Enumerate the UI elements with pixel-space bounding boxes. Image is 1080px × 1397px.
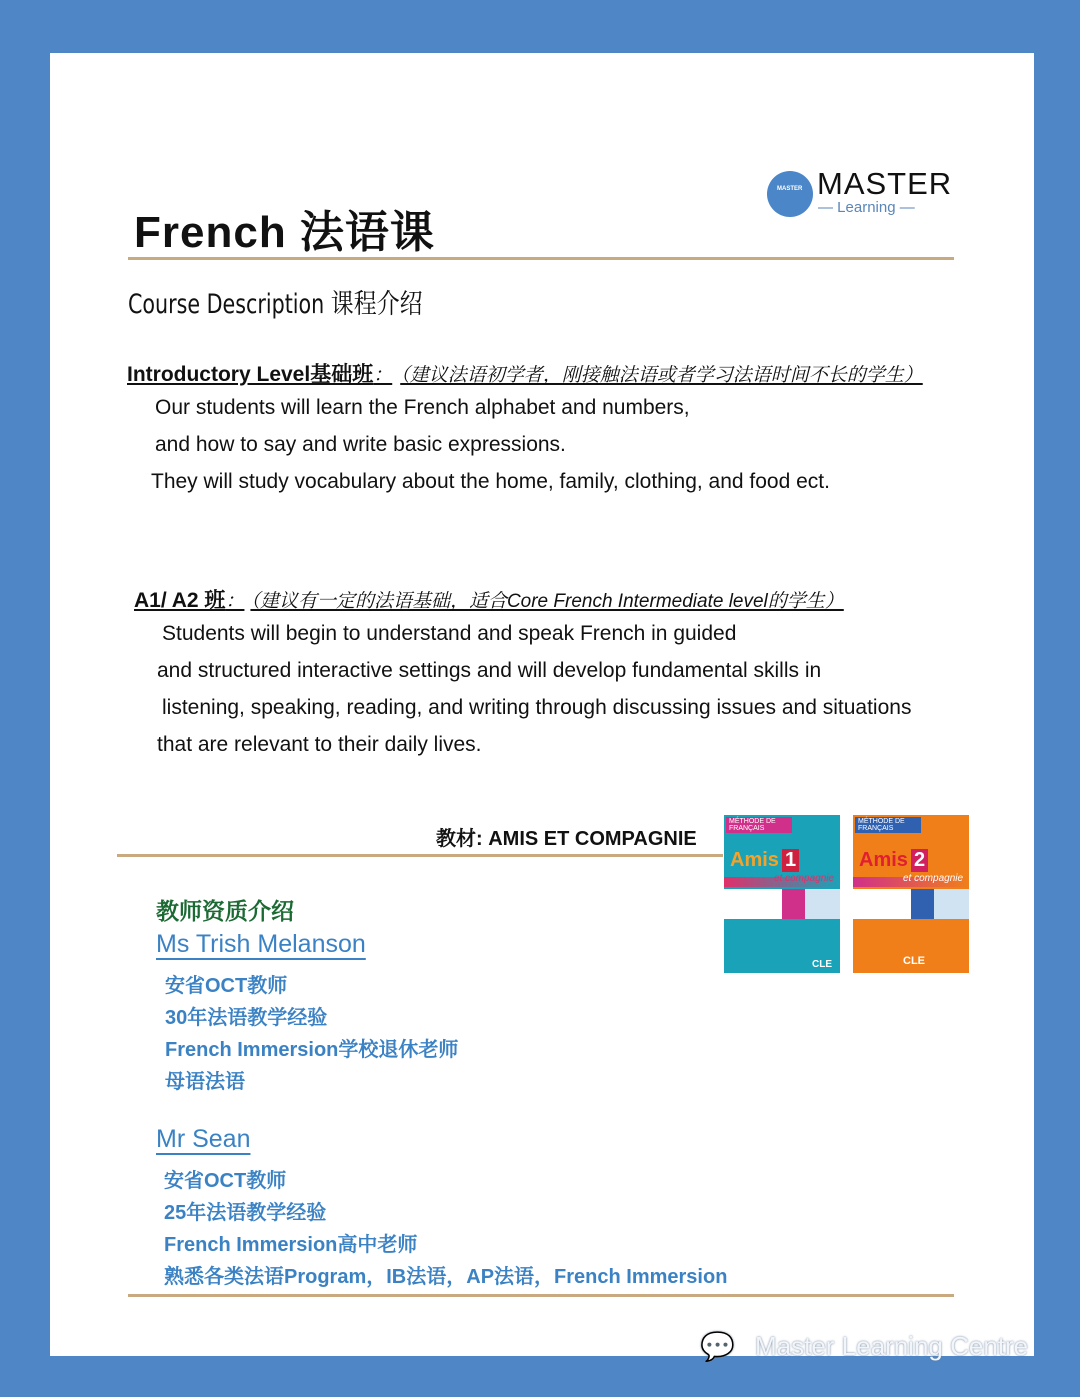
- divider: [128, 257, 954, 260]
- teacher-detail: 安省OCT教师: [165, 975, 288, 997]
- divider: [128, 1294, 954, 1297]
- level-text: Students will begin to understand and speak French in guided: [162, 622, 737, 645]
- level-heading-a1a2: [134, 584, 844, 614]
- section-title: Course Description 课程介绍: [128, 289, 423, 320]
- teacher-detail: French Immersion学校退休老师: [165, 1039, 459, 1061]
- textbook-label: 教材: AMIS ET COMPAGNIE: [436, 828, 697, 850]
- level-heading-intro: [127, 358, 923, 388]
- book-photos: [853, 889, 969, 919]
- watermark: Master Learning Centre: [755, 1331, 1029, 1361]
- level-name: Introductory Level基础班: [127, 363, 374, 386]
- logo-sub: — Learning —: [818, 199, 915, 216]
- level-text: Our students will learn the French alphabet and numbers,: [155, 396, 690, 419]
- book-number: 2: [911, 849, 928, 872]
- divider: [117, 854, 723, 857]
- logo-sub-text: Learning: [837, 199, 896, 216]
- page-title: French 法语课: [134, 208, 435, 257]
- level-text: and how to say and write basic expressions.: [155, 433, 566, 456]
- book-number: 1: [782, 849, 799, 872]
- teacher-name: Ms Trish Melanson: [156, 930, 366, 958]
- teacher-detail: 熟悉各类法语Program，IB法语，AP法语，French Immersion: [164, 1266, 728, 1288]
- logo-main: MASTER: [817, 166, 953, 201]
- teacher-detail: 安省OCT教师: [164, 1170, 287, 1192]
- level-note: （建议有一定的法语基础，适合Core French Intermediate level的学生）: [250, 591, 844, 612]
- teacher-detail: French Immersion高中老师: [164, 1234, 418, 1256]
- level-text: listening, speaking, reading, and writing through discussing issues and situations: [162, 696, 912, 719]
- teacher-detail: 25年法语教学经验: [164, 1202, 327, 1224]
- textbook-cover-1: [724, 815, 840, 973]
- level-note: （建议法语初学者，刚接触法语或者学习法语时间不长的学生）: [400, 365, 923, 386]
- wechat-icon: 💬: [700, 1331, 735, 1362]
- teacher-detail: 30年法语教学经验: [165, 1007, 328, 1029]
- book-title: Amis: [859, 849, 908, 871]
- teacher-name: Mr Sean: [156, 1125, 251, 1153]
- level-name: A1/ A2 班: [134, 589, 226, 612]
- book-series: MÉTHODE DE FRANÇAIS: [855, 817, 921, 833]
- book-title: Amis: [730, 849, 779, 871]
- logo-badge: [767, 171, 813, 217]
- book-subtitle: et compagnie: [903, 873, 964, 884]
- teacher-detail: 母语法语: [165, 1071, 245, 1093]
- teachers-heading: 教师资质介绍: [156, 898, 294, 924]
- colon: ：: [225, 591, 245, 612]
- textbook-cover-2: [853, 815, 969, 973]
- level-text: They will study vocabulary about the home, family, clothing, and food ect.: [151, 470, 830, 493]
- level-text: and structured interactive settings and will develop fundamental skills in: [157, 659, 822, 682]
- book-photos: [724, 889, 840, 919]
- colon: ：: [373, 365, 393, 386]
- book-publisher: CLE: [812, 959, 832, 970]
- book-publisher: CLE: [903, 955, 925, 967]
- book-series: MÉTHODE DE FRANÇAIS: [726, 817, 792, 833]
- book-subtitle: et compagnie: [774, 873, 835, 884]
- logo-badge-text: MASTER: [777, 186, 803, 192]
- level-text: that are relevant to their daily lives.: [157, 733, 482, 756]
